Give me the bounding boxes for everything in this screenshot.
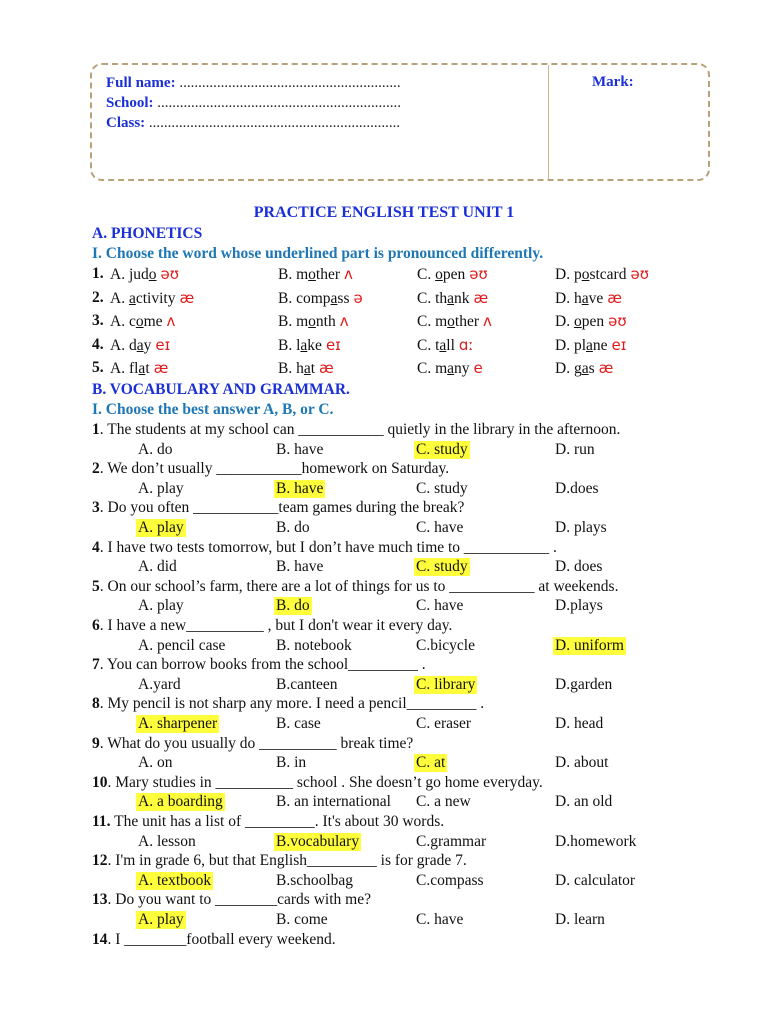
ipa-symbol: æ	[319, 359, 334, 377]
word-part: pl	[573, 336, 587, 354]
underlined-part: o	[135, 313, 144, 330]
question-prompt: . You can borrow books from the school_________ .	[99, 656, 426, 674]
answer-option[interactable]: D. calculator	[555, 871, 636, 889]
answer-option[interactable]: B.schoolbag	[276, 871, 354, 889]
question-number: 1.	[92, 265, 104, 282]
ipa-symbol: ɑː	[458, 335, 474, 354]
answer-option[interactable]: A. pencil case	[138, 636, 226, 654]
question-prompt: . Mary studies in __________ school . She doesn’t go home everyday.	[107, 773, 543, 791]
answer-option-highlighted[interactable]: A. play	[138, 519, 184, 536]
answer-option-highlighted[interactable]: A. play	[138, 911, 184, 928]
word-part: B.	[278, 360, 293, 377]
word-part: D.	[555, 289, 571, 307]
answer-option[interactable]: D. an old	[555, 793, 613, 811]
question-row	[0, 578, 768, 598]
ipa-symbol: æ	[179, 288, 195, 307]
answer-option[interactable]	[417, 359, 483, 378]
underlined-part: a	[138, 360, 146, 377]
info-divider	[548, 65, 549, 179]
answer-option[interactable]	[555, 289, 622, 308]
question-number: 1	[92, 421, 100, 438]
answer-option[interactable]	[555, 312, 627, 331]
answer-option[interactable]: C. study	[416, 479, 468, 497]
underlined-part: o	[435, 266, 443, 283]
question-text	[92, 931, 336, 949]
answer-option[interactable]: D. run	[555, 440, 595, 458]
word-part: comp	[296, 289, 331, 307]
answer-option-highlighted[interactable]: B. have	[276, 479, 324, 497]
word-part: C.	[417, 336, 432, 354]
question-prompt: . Do you often ___________team games during the break?	[99, 499, 465, 517]
underlined-part: a	[439, 336, 447, 354]
word-part: A.	[110, 360, 126, 377]
underlined-part: a	[447, 360, 455, 377]
school-line	[106, 93, 401, 113]
phonetics-row	[0, 289, 768, 309]
answer-option[interactable]: A. play	[138, 597, 184, 615]
word-part: c	[128, 313, 136, 330]
word-part: t	[310, 360, 316, 377]
options-row	[0, 676, 768, 696]
answer-option[interactable]: D. about	[555, 754, 609, 772]
word-part: ke	[307, 336, 322, 354]
ipa-symbol: eɪ	[155, 335, 171, 354]
question-row	[0, 539, 768, 559]
question-row	[0, 735, 768, 755]
full-name-line	[106, 73, 401, 93]
answer-option[interactable]: A.yard	[138, 675, 181, 693]
underlined-part: a	[586, 336, 593, 354]
answer-option-highlighted[interactable]: B. do	[276, 597, 310, 615]
answer-option-highlighted[interactable]: A. a boarding	[138, 793, 223, 811]
answer-option-highlighted[interactable]: C. library	[416, 675, 476, 693]
question-number: 4	[92, 538, 100, 556]
options-row	[0, 637, 768, 657]
answer-option[interactable]: D.does	[555, 479, 599, 497]
question-number: 6	[92, 617, 100, 634]
question-prompt: . On our school’s farm, there are a lot of things for us to ___________ at weekends.	[99, 577, 619, 595]
word-part: A.	[110, 313, 126, 330]
question-number: 13	[92, 891, 108, 909]
options-row	[0, 441, 768, 461]
underlined-part: o	[447, 313, 455, 330]
word-part: B.	[278, 313, 293, 330]
word-part: A.	[110, 289, 126, 307]
question-row	[0, 617, 768, 637]
answer-option[interactable]	[278, 289, 363, 308]
question-text	[92, 852, 467, 870]
answer-option[interactable]: A. did	[138, 558, 177, 576]
question-text	[92, 813, 444, 831]
word-part: m	[435, 360, 448, 377]
word-part: pen	[581, 313, 605, 330]
answer-option[interactable]: C. a new	[416, 793, 471, 811]
question-text	[92, 617, 452, 635]
question-number: 2.	[92, 288, 104, 306]
answer-option-highlighted[interactable]: A. textbook	[138, 871, 212, 889]
word-part: D.	[555, 313, 571, 330]
ipa-symbol: æ	[153, 359, 169, 377]
question-prompt: . I'm in grade 6, but that English_________ is for grade 7.	[107, 852, 467, 870]
answer-option[interactable]: A. lesson	[138, 832, 196, 850]
ipa-symbol: ʌ	[344, 265, 353, 283]
question-number: 3.	[92, 312, 104, 329]
answer-option-highlighted[interactable]: B.vocabulary	[276, 832, 360, 850]
answer-option[interactable]: C. have	[416, 911, 464, 928]
word-part: m	[296, 313, 309, 330]
question-text	[92, 735, 413, 753]
underlined-part: o	[308, 313, 316, 330]
word-part: C.	[417, 360, 432, 377]
question-text	[92, 695, 484, 713]
answer-option[interactable]: D. head	[555, 715, 604, 732]
question-text	[92, 539, 557, 557]
options-row	[0, 519, 768, 539]
answer-option[interactable]: D.plays	[555, 597, 603, 615]
answer-option[interactable]: B. an international	[276, 793, 391, 811]
answer-option[interactable]	[278, 336, 341, 355]
answer-option[interactable]: D. learn	[555, 911, 605, 928]
phonetics-row	[0, 312, 768, 332]
answer-option-highlighted[interactable]: D. uniform	[555, 636, 624, 654]
ipa-symbol: eɪ	[611, 335, 627, 354]
question-prompt: . What do you usually do __________ break time?	[99, 734, 414, 752]
question-number: 7	[92, 656, 100, 674]
word-part: A.	[110, 266, 126, 283]
question-prompt: . I have two tests tomorrow, but I don’t have much time to ___________ .	[99, 538, 557, 556]
question-prompt: . I have a new__________ , but I don't wear it every day.	[99, 617, 453, 634]
word-part: A.	[110, 336, 126, 354]
underlined-part: o	[581, 266, 590, 283]
answer-option[interactable]: B.canteen	[276, 675, 338, 693]
full-name-field[interactable]: ...........................................................	[175, 75, 401, 91]
question-text	[92, 891, 371, 909]
options-row	[0, 558, 768, 578]
answer-option[interactable]: C. eraser	[416, 715, 472, 732]
word-part: g	[573, 360, 582, 377]
word-part: B.	[278, 289, 293, 307]
ipa-symbol: əʊ	[160, 265, 180, 283]
ipa-symbol: ə	[353, 288, 363, 307]
word-part: C.	[417, 313, 432, 330]
question-row	[0, 460, 768, 480]
answer-option[interactable]: B. have	[276, 558, 324, 576]
phonetics-row	[0, 336, 768, 356]
class-line	[106, 113, 401, 133]
options-row	[0, 872, 768, 892]
question-text	[92, 460, 449, 478]
question-number: 4.	[92, 335, 104, 353]
question-row	[0, 421, 768, 441]
question-row	[0, 499, 768, 519]
ipa-symbol: æ	[473, 288, 489, 307]
word-part: ss	[337, 289, 350, 307]
ipa-symbol: əʊ	[469, 265, 488, 283]
answer-option-highlighted[interactable]: C. study	[416, 558, 468, 576]
question-number: 14	[92, 930, 108, 948]
options-row	[0, 480, 768, 500]
ipa-symbol: ʌ	[339, 312, 349, 330]
ipa-symbol: ʌ	[166, 312, 176, 330]
word-part: ctivity	[135, 289, 176, 307]
answer-option[interactable]: D.garden	[555, 675, 613, 693]
word-part: jud	[128, 266, 149, 283]
answer-option[interactable]	[110, 289, 194, 308]
answer-option[interactable]	[417, 289, 488, 308]
question-number: 3	[92, 499, 100, 517]
underlined-part: o	[308, 266, 316, 283]
word-part: B.	[278, 266, 293, 283]
ipa-symbol: æ	[598, 359, 614, 377]
word-part: stcard	[589, 266, 627, 283]
answer-option[interactable]: A. do	[138, 440, 173, 458]
question-prompt: . I ________football every weekend.	[107, 930, 336, 948]
word-part: t	[145, 360, 150, 377]
section-b-instruction: I. Choose the best answer A, B, or C.	[92, 401, 334, 418]
word-part: D.	[555, 336, 571, 354]
word-part: ve	[588, 289, 604, 307]
question-row	[0, 774, 768, 794]
question-number: 10	[92, 773, 108, 791]
class-label: Class:	[106, 115, 146, 131]
answer-option-highlighted[interactable]: C. at	[416, 754, 446, 772]
answer-option[interactable]: A. play	[138, 479, 184, 497]
answer-option[interactable]	[417, 336, 474, 355]
word-part: t	[435, 336, 440, 354]
underlined-part: o	[573, 313, 582, 330]
ipa-symbol: əʊ	[608, 312, 627, 330]
options-row	[0, 754, 768, 774]
answer-option[interactable]: B. come	[276, 911, 328, 928]
word-part: fl	[128, 360, 139, 377]
answer-option[interactable]	[110, 359, 168, 378]
word-part: p	[573, 266, 582, 283]
ipa-symbol: eɪ	[325, 335, 341, 354]
question-text	[92, 578, 618, 596]
mark-label: Mark:	[592, 74, 634, 90]
answer-option[interactable]	[417, 265, 488, 284]
question-text	[92, 499, 464, 517]
question-row	[0, 891, 768, 911]
question-row	[0, 695, 768, 715]
full-name-label: Full name:	[106, 75, 176, 91]
question-number: 12	[92, 852, 108, 870]
word-part: m	[296, 266, 309, 283]
word-part: ll	[446, 336, 455, 354]
question-prompt: . Do you want to ________cards with me?	[107, 891, 371, 909]
answer-option[interactable]	[110, 312, 175, 331]
underlined-part: a	[300, 336, 308, 354]
answer-option[interactable]: D.homework	[555, 832, 637, 850]
word-part: ne	[592, 336, 608, 354]
options-row	[0, 597, 768, 617]
word-part: D.	[555, 266, 571, 283]
word-part: me	[143, 313, 163, 330]
word-part: C.	[417, 266, 432, 283]
underlined-part: a	[303, 360, 311, 377]
word-part: l	[296, 336, 301, 354]
question-number: 5	[92, 577, 100, 595]
word-part: nth	[315, 313, 336, 330]
options-row	[0, 911, 768, 931]
question-prompt: The unit has a list of _________. It's about 30 words.	[110, 813, 445, 830]
section-a-title: A. PHONETICS	[92, 225, 203, 242]
word-part: D.	[555, 360, 571, 377]
question-text	[92, 656, 426, 674]
underlined-part: a	[330, 289, 338, 307]
underlined-part: a	[136, 336, 144, 354]
options-row	[0, 833, 768, 853]
answer-option[interactable]	[278, 265, 353, 284]
class-field[interactable]: ...................................................................	[145, 115, 401, 131]
answer-option[interactable]	[555, 336, 626, 355]
school-label: School:	[106, 95, 154, 111]
question-number: 2	[92, 460, 100, 478]
word-part: C.	[417, 289, 432, 307]
word-part: ther	[454, 313, 480, 330]
word-part: h	[296, 360, 304, 377]
question-number: 5.	[92, 359, 104, 376]
word-part: y	[143, 336, 152, 354]
ipa-symbol: əʊ	[630, 265, 649, 283]
options-row	[0, 715, 768, 735]
answer-option[interactable]	[555, 265, 649, 284]
word-part: h	[573, 289, 582, 307]
answer-option[interactable]	[278, 312, 349, 331]
question-text	[92, 774, 543, 792]
question-prompt: . The students at my school can ___________ quietly in the library in the afternoon.	[99, 421, 621, 438]
phonetics-row	[0, 265, 768, 285]
answer-option[interactable]: C. have	[416, 597, 464, 615]
word-part: ther	[315, 266, 341, 283]
ipa-symbol: e	[473, 359, 483, 377]
word-part: pen	[442, 266, 466, 283]
ipa-symbol: æ	[607, 288, 622, 307]
word-part: th	[435, 289, 448, 307]
phonetics-row	[0, 359, 768, 379]
answer-option[interactable]: D. plays	[555, 519, 607, 536]
answer-option[interactable]	[417, 312, 492, 331]
answer-option[interactable]: A. on	[138, 754, 173, 772]
answer-option[interactable]: B. have	[276, 440, 324, 458]
answer-option[interactable]: B. notebook	[276, 636, 352, 654]
word-part: nk	[454, 289, 470, 307]
answer-option[interactable]	[278, 359, 334, 378]
answer-option[interactable]: C. have	[416, 519, 464, 536]
question-row	[0, 813, 768, 833]
answer-option-highlighted[interactable]: C. study	[416, 440, 468, 458]
word-part: ny	[454, 360, 470, 377]
answer-option[interactable]	[555, 359, 613, 378]
underlined-part: a	[581, 289, 589, 307]
answer-option[interactable]: C.bicycle	[416, 636, 475, 654]
underlined-part: a	[581, 360, 589, 377]
info-lines	[106, 73, 401, 133]
page-title: PRACTICE ENGLISH TEST UNIT 1	[253, 204, 515, 221]
answer-option[interactable]: C.compass	[416, 871, 484, 889]
question-prompt: . My pencil is not sharp any more. I need a pencil_________ .	[99, 695, 485, 713]
answer-option-highlighted[interactable]: A. sharpener	[138, 715, 218, 732]
student-info-box	[90, 63, 710, 181]
answer-option[interactable]: B. case	[276, 715, 321, 732]
answer-option[interactable]: D. does	[555, 558, 603, 576]
question-text	[92, 421, 620, 439]
school-field[interactable]: .................................................................	[153, 95, 402, 111]
section-a-instruction: I. Choose the word whose underlined part is pronounced differently.	[92, 245, 544, 262]
answer-option[interactable]	[110, 336, 170, 355]
word-part: s	[588, 360, 595, 377]
ipa-symbol: ʌ	[483, 312, 492, 330]
question-number: 11.	[92, 813, 111, 830]
answer-option[interactable]: C.grammar	[416, 832, 487, 850]
question-number: 9	[92, 734, 100, 752]
underlined-part: a	[447, 289, 455, 307]
underlined-part: o	[148, 266, 157, 283]
question-row	[0, 931, 768, 951]
question-number: 8	[92, 695, 100, 713]
answer-option[interactable]: B. in	[276, 754, 307, 772]
options-row	[0, 793, 768, 813]
word-part: B.	[278, 336, 293, 354]
answer-option[interactable]: B. do	[276, 519, 310, 536]
question-row	[0, 852, 768, 872]
word-part: d	[128, 336, 137, 354]
question-prompt: . We don’t usually ___________homework on Saturday.	[99, 460, 450, 478]
underlined-part: a	[128, 289, 136, 307]
section-b-title: B. VOCABULARY AND GRAMMAR.	[92, 381, 350, 398]
word-part: m	[435, 313, 448, 330]
question-row	[0, 656, 768, 676]
answer-option[interactable]	[110, 265, 179, 284]
